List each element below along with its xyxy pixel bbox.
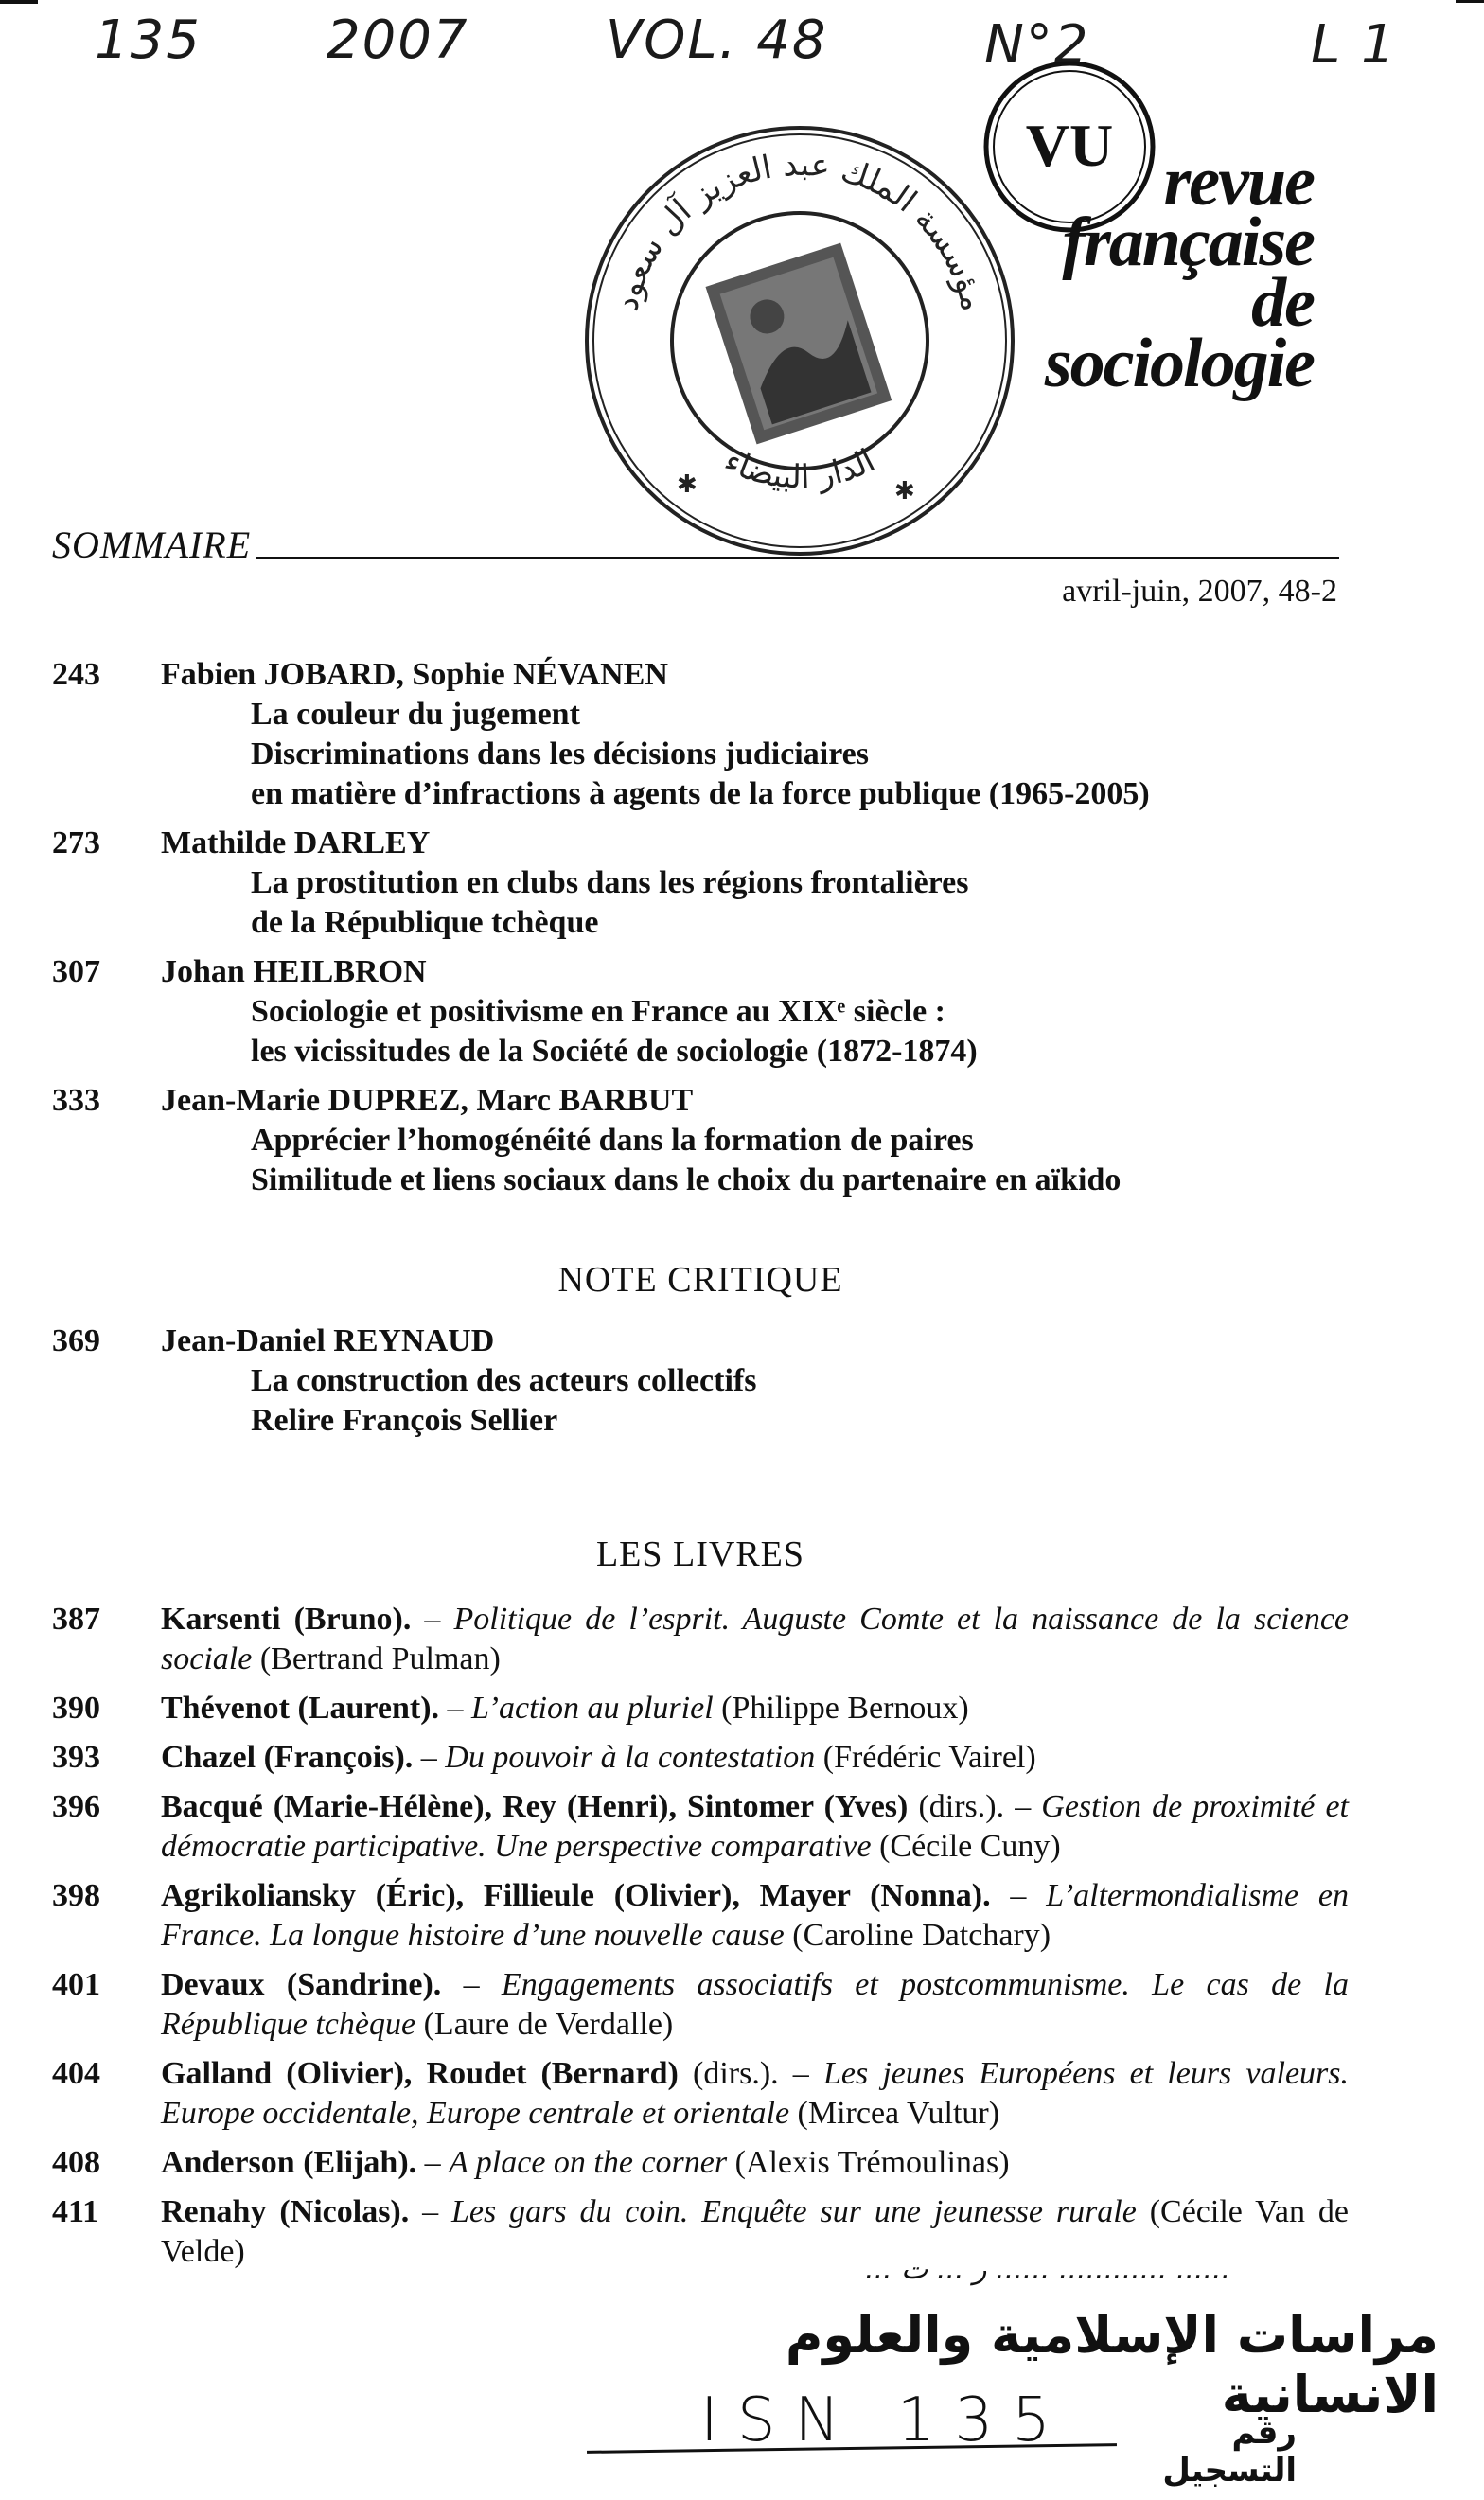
article-entry[interactable] [52, 1081, 1349, 1200]
book-review-page: 401 [52, 1967, 100, 2002]
book-author: Chazel (François). [161, 1740, 414, 1775]
handwritten-issue-number: N°2 [984, 14, 1090, 76]
book-review-page: 404 [52, 2056, 100, 2091]
livres-section [52, 1534, 1349, 2281]
book-reviewer: (Laure de Verdalle) [415, 2007, 674, 2042]
book-title: Du pouvoir à la contestation [445, 1740, 816, 1775]
handwritten-reference: L 1 [1311, 14, 1397, 76]
book-separator: – [990, 1878, 1047, 1913]
book-title: L’altermondialisme en France. La longue histoire d’une nouvelle cause [161, 1878, 1350, 1953]
book-author: Thévenot (Laurent). [161, 1691, 440, 1726]
masthead-line: de [1251, 264, 1314, 342]
book-reviewer: (Caroline Datchary) [784, 1918, 1051, 1953]
book-author: Renahy (Nicolas). [161, 2194, 410, 2229]
book-review-entry[interactable] [52, 1787, 1349, 1867]
book-review-page: 390 [52, 1691, 100, 1726]
article-title-line: Apprécier l’homogénéité dans la formation de paires [251, 1123, 974, 1158]
book-title: Gestion de proximité et démocratie participative. Une perspective comparative [161, 1789, 1349, 1864]
masthead-line: française [1062, 204, 1314, 281]
book-reviewer: (Mircea Vultur) [789, 2096, 1000, 2131]
sommaire-rule [256, 557, 1339, 559]
book-review-entry[interactable] [52, 1600, 1349, 1679]
book-author: Karsenti (Bruno). [161, 1602, 412, 1637]
handwritten-volume: VOL. 48 [606, 9, 828, 71]
book-review-page: 411 [52, 2194, 99, 2229]
registration-label: رقم التسجيل [1162, 2414, 1297, 2490]
article-page: 243 [52, 657, 100, 692]
book-reviewer: (Alexis Trémoulinas) [727, 2145, 1010, 2180]
sommaire-header [52, 523, 1339, 567]
book-title: A place on the corner [449, 2145, 728, 2180]
corner-mark [0, 0, 38, 4]
book-separator: (dirs.). – [678, 2056, 823, 2091]
book-review-entry[interactable] [52, 2054, 1349, 2134]
article-page: 307 [52, 954, 100, 989]
book-title: Engagements associatifs et postcommunisme. Le cas de la République tchèque [161, 1967, 1349, 2042]
book-author: Bacqué (Marie-Hélène), Rey (Henri), Sintomer (Yves) [161, 1789, 909, 1824]
book-author: Agrikoliansky (Éric), Fillieule (Olivier), Mayer (Nonna). [161, 1878, 991, 1913]
book-author: Anderson (Elijah). [161, 2145, 417, 2180]
book-separator: – [416, 2145, 450, 2180]
sommaire-label: SOMMAIRE [52, 523, 252, 566]
article-title-line: en matière d’infractions à agents de la force publique (1965-2005) [251, 776, 1150, 811]
book-reviewer: (Bertrand Pulman) [252, 1641, 501, 1676]
article-authors: Johan HEILBRON [161, 954, 427, 989]
article-page: 369 [52, 1323, 100, 1358]
book-separator: – [411, 1602, 454, 1637]
corner-mark [1456, 0, 1484, 3]
handwritten-arabic-note: ...... ............ ...... ر ... ت ... [864, 2253, 1230, 2286]
book-review-list [52, 1600, 1349, 2272]
article-title-line: Sociologie et positivisme en France au XIXᵉ siècle : [251, 994, 946, 1029]
book-title: Politique de l’esprit. Auguste Comte et la naissance de la science sociale [161, 1602, 1350, 1676]
book-review-entry[interactable] [52, 2143, 1349, 2183]
book-separator: – [439, 1691, 472, 1726]
handwritten-year: 2007 [327, 9, 469, 71]
book-review-page: 393 [52, 1740, 100, 1775]
article-title-line: Relire François Sellier [251, 1403, 558, 1438]
book-reviewer: (Frédéric Vairel) [815, 1740, 1036, 1775]
book-review-entry[interactable] [52, 1738, 1349, 1778]
book-review-entry[interactable] [52, 1876, 1349, 1956]
book-title: Les jeunes Européens et leurs valeurs. Europe occidentale, Europe centrale et orientale [161, 2056, 1350, 2131]
book-author: Devaux (Sandrine). [161, 1967, 442, 2002]
articles-list [52, 655, 1349, 1210]
book-author: Galland (Olivier), Roudet (Bernard) [161, 2056, 679, 2091]
book-review-page: 398 [52, 1878, 100, 1913]
svg-text:✱: ✱ [677, 470, 698, 498]
stamp-emblem-icon [706, 243, 892, 445]
article-title-line: La prostitution en clubs dans les régions frontalières [251, 865, 969, 900]
article-authors: Fabien JOBARD, Sophie NÉVANEN [161, 657, 668, 692]
book-separator: (dirs.). – [908, 1789, 1042, 1824]
stamp-institution-name: مراسات الإسلامية والعلوم الانسانية [785, 2305, 1439, 2424]
stamp-arabic-bottom: الدار البيضاء [718, 441, 881, 497]
article-title-line: les vicissitudes de la Société de sociologie (1872-1874) [251, 1034, 978, 1069]
livres-heading: LES LIVRES [595, 1534, 805, 1574]
article-authors: Mathilde DARLEY [161, 825, 431, 860]
article-authors: Jean-Daniel REYNAUD [161, 1323, 495, 1358]
book-separator: – [441, 1967, 502, 2002]
library-round-stamp [568, 109, 1032, 573]
article-authors: Jean-Marie DUPREZ, Marc BARBUT [161, 1083, 694, 1118]
issue-date: avril-juin, 2007, 48-2 [1062, 574, 1337, 609]
book-review-page: 408 [52, 2145, 100, 2180]
note-critique-heading: NOTE CRITIQUE [557, 1260, 843, 1300]
article-title-line: La construction des acteurs collectifs [251, 1363, 757, 1398]
article-entry[interactable] [52, 824, 1349, 943]
masthead-line: revue [1163, 143, 1314, 221]
book-separator: – [413, 1740, 446, 1775]
article-title-line: Similitude et liens sociaux dans le choix du partenaire en aïkido [251, 1162, 1122, 1197]
handwritten-number: 135 [95, 9, 202, 71]
vu-stamp-text: VU [1025, 112, 1114, 179]
article-entry[interactable] [52, 952, 1349, 1072]
book-title: Les gars du coin. Enquête sur une jeunesse rurale [451, 2194, 1137, 2229]
book-reviewer: (Philippe Bernoux) [713, 1691, 969, 1726]
book-separator: – [409, 2194, 451, 2229]
stamp-arabic-top: مؤسسة الملك عبد العزيز آل سعود [608, 145, 992, 315]
journal-masthead [1044, 143, 1314, 402]
book-review-page: 387 [52, 1602, 100, 1637]
book-reviewer: (Cécile Van de Velde) [161, 2194, 1349, 2269]
registration-code: ISN 135 [700, 2385, 1069, 2456]
book-title: L’action au pluriel [471, 1691, 714, 1726]
svg-text:✱: ✱ [894, 477, 915, 505]
article-page: 273 [52, 825, 100, 860]
article-entry[interactable] [52, 1321, 1349, 1441]
article-entry[interactable] [52, 655, 1349, 814]
article-title-line: de la République tchèque [251, 905, 599, 940]
masthead-line: sociologie [1044, 325, 1314, 402]
book-review-entry[interactable] [52, 1965, 1349, 2045]
article-title-line: La couleur du jugement [251, 697, 580, 732]
article-title-line: Discriminations dans les décisions judiciaires [251, 736, 869, 771]
book-review-page: 396 [52, 1789, 100, 1824]
book-review-entry[interactable] [52, 1689, 1349, 1729]
article-page: 333 [52, 1083, 100, 1118]
book-reviewer: (Cécile Cuny) [871, 1829, 1061, 1864]
note-critique-section [52, 1259, 1349, 1450]
